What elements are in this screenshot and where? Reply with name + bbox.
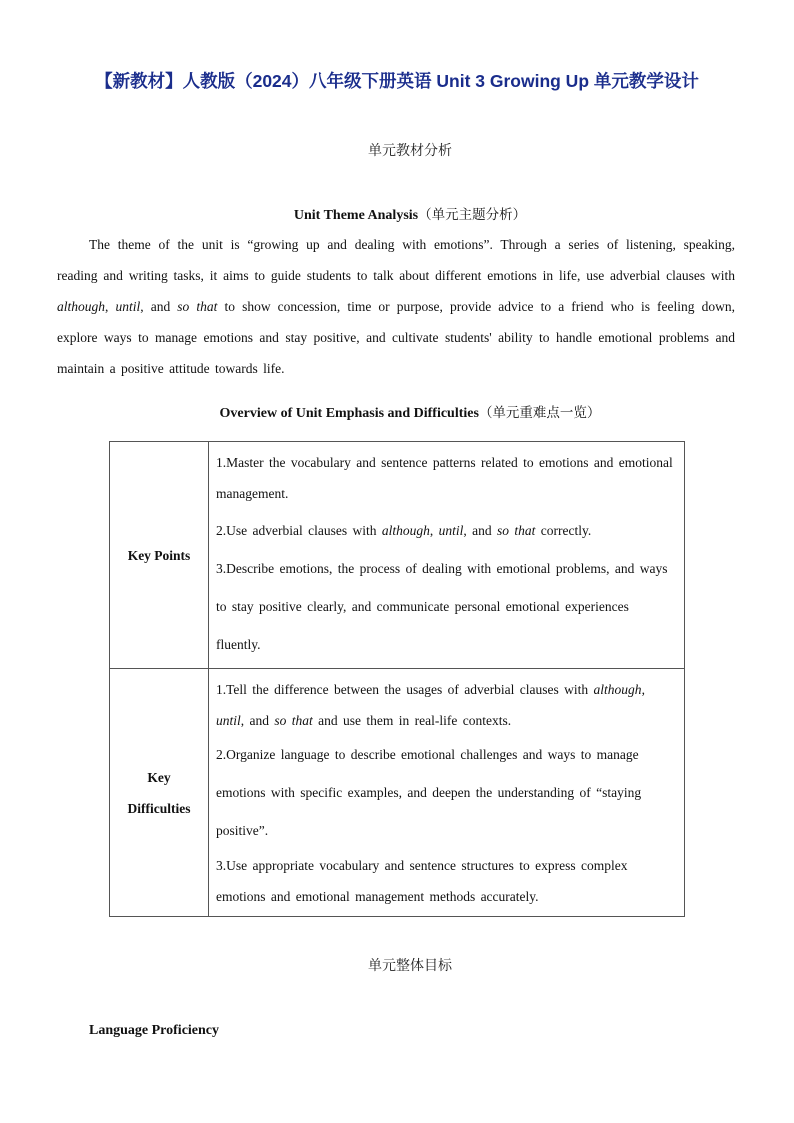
key-difficulty-1 [216, 674, 676, 736]
kp2-word-so-that: so that [496, 523, 536, 538]
kd1-text-a: 1.Tell the difference between the usages of adverbial clauses with [216, 682, 594, 697]
key-points-content [209, 442, 685, 669]
theme-word-until: until [115, 299, 141, 314]
kd1-sep-2: , and [240, 713, 275, 728]
kd1-word-until: until [216, 713, 241, 728]
key-points-label: Key Points [110, 442, 209, 669]
kp2-text-a: 2.Use adverbial clauses with [216, 523, 382, 538]
key-difficulty-3: 3.Use appropriate vocabulary and sentence structures to express complex emotions and emotional management methods accurately. [216, 858, 628, 904]
kp2-word-although: although [381, 523, 430, 538]
kd1-text-b: and use them in real-life contexts. [312, 713, 512, 728]
theme-heading-cn: （单元主题分析） [418, 207, 527, 223]
key-difficulty-2: 2.Organize language to describe emotional challenges and ways to manage emotions with specific examples, and deepen the understanding of “staying positive”. [216, 747, 642, 838]
key-difficulties-label-line1: Key [147, 769, 171, 785]
key-difficulties-label [110, 669, 209, 917]
kp2-text-b: correctly. [535, 523, 592, 538]
theme-heading-en: Unit Theme Analysis [293, 208, 419, 223]
section-heading-analysis: 单元教材分析 [368, 143, 452, 159]
theme-text-2: to show concession, time or purpose, provide advice to a friend who is feeling down, explore ways to manage emotions and stay positive, and cultivate students' ability to handle emotional problems and maintain a positive attitude towards life. [57, 299, 735, 376]
kd1-sep-1: , [641, 682, 645, 697]
key-difficulties-content [209, 669, 685, 917]
kd1-word-so-that: so that [274, 713, 313, 728]
key-difficulties-row [110, 669, 685, 917]
kp2-sep-2: , and [463, 523, 497, 538]
kp2-sep-1: , [429, 523, 439, 538]
overview-heading-en: Overview of Unit Emphasis and Difficulties [219, 406, 479, 421]
theme-sep-2: , and [140, 299, 178, 314]
key-points-row [110, 442, 685, 669]
theme-paragraph [57, 229, 735, 384]
theme-analysis-heading [0, 203, 794, 224]
key-point-3: 3.Describe emotions, the process of dealing with emotional problems, and ways to stay positive clearly, and communicate personal emotional experiences fluently. [216, 561, 668, 652]
language-proficiency-heading: Language Proficiency [89, 1023, 220, 1038]
overview-heading-cn: （单元重难点一览） [478, 405, 601, 421]
theme-word-so-that: so that [177, 299, 218, 314]
emphasis-difficulties-table [109, 441, 685, 917]
key-point-1: 1.Master the vocabulary and sentence patterns related to emotions and emotional management. [216, 455, 673, 501]
section-heading-goals: 单元整体目标 [368, 958, 452, 974]
key-point-2 [216, 515, 676, 546]
key-difficulties-label-line2: Difficulties [127, 800, 191, 816]
document-title: 【新教材】人教版（2024）八年级下册英语 Unit 3 Growing Up 单元教学设计 [95, 71, 699, 91]
overview-heading [0, 401, 794, 422]
kd1-word-although: although [593, 682, 642, 697]
theme-sep-1: , [105, 299, 116, 314]
theme-word-although: although [57, 299, 106, 314]
theme-text-1: The theme of the unit is “growing up and dealing with emotions”. Through a series of listening, speaking, reading and writing tasks, it aims to guide students to talk about different emotions in life, use adverbial clauses with [57, 237, 735, 283]
kp2-word-until: until [438, 523, 464, 538]
